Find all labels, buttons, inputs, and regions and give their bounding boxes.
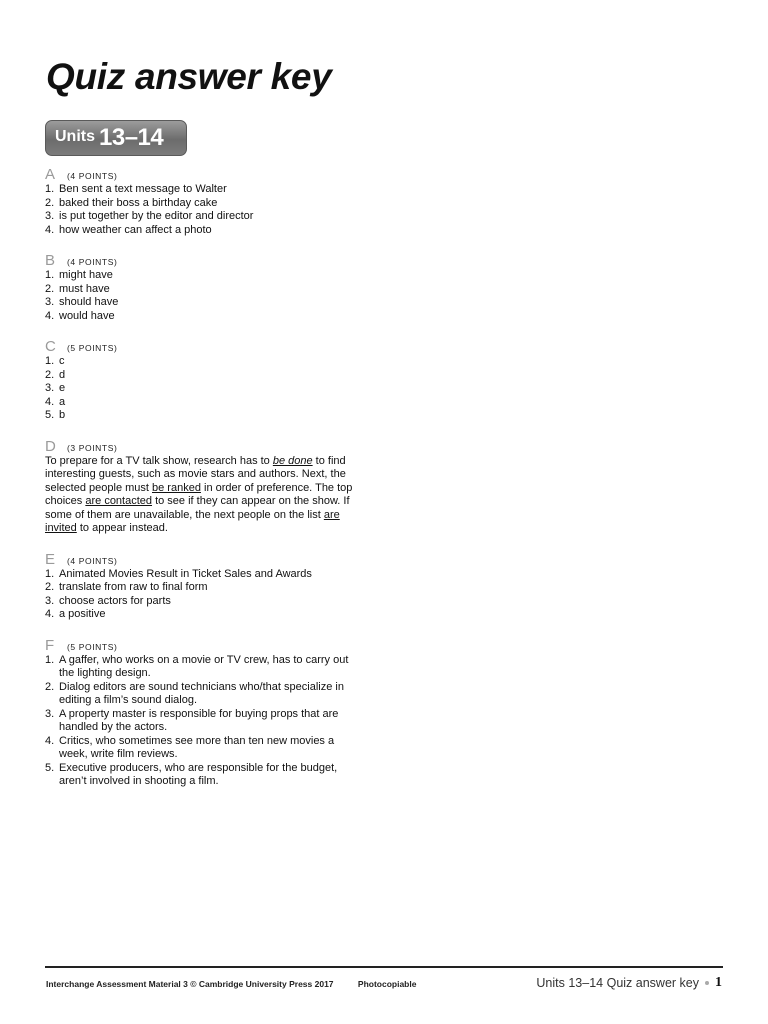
answer-item: 2. Dialog editors are sound technicians who/that specialize in editing a film’s sound dialog. [45,680,344,706]
section-e [45,550,363,622]
section-d [45,437,363,536]
section-letter: E [45,550,56,568]
footer-left [46,979,416,989]
page-title: Quiz answer key [46,56,332,97]
footer-publisher: Interchange Assessment Material 3 © Cambridge University Press 2017 [46,979,334,989]
section-points: (3 POINTS) [67,442,118,453]
section-heading [45,437,363,455]
answer-item: 1. c [45,355,65,367]
section-heading [45,168,363,183]
section-c [45,340,363,423]
section-points: (4 POINTS) [67,171,118,181]
answer-sections [45,168,363,806]
answer-item: 4. a [45,395,66,408]
answer-item: 4. Critics, who sometimes see more than ten new movies a week, write film reviews. [45,734,335,760]
answer-item: 5. Executive producers, who are responsible for the budget, aren’t involved in shooting a film. [45,761,338,787]
section-heading [45,340,363,355]
section-letter: F [45,636,55,654]
section-f [45,636,363,789]
page-number: 1 [715,975,722,990]
section-letter: B [45,252,56,269]
answer-blank: are invited [45,508,340,534]
answer-list [45,183,363,237]
section-points: (4 POINTS) [67,555,118,566]
answer-item: 4. a positive [45,608,106,620]
section-letter: D [45,437,56,455]
answer-item: 1. Ben sent a text message to Walter [45,183,227,195]
footer-rule [45,966,723,968]
footer-photocopiable: Photocopiable [357,979,417,989]
units-badge-numbers: 13–14 [99,124,164,151]
section-letter: A [45,166,56,183]
answer-item: 3. choose actors for parts [45,594,171,607]
answer-item: 4. would have [45,309,115,322]
answer-item: 2. baked their boss a birthday cake [45,196,218,209]
answer-item: 3. should have [45,296,119,308]
answer-item: 2. d [45,368,66,381]
answer-item: 3. A property master is responsible for buying props that are handled by the actors. [45,707,339,733]
answer-item: 4. how weather can affect a photo [45,223,212,236]
section-points: (4 POINTS) [67,257,118,267]
answer-item: 2. translate from raw to final form [45,581,208,593]
section-points: (5 POINTS) [67,343,118,353]
section-b [45,254,363,323]
answer-item: 1. Animated Movies Result in Ticket Sales and Awards [45,567,312,580]
section-heading [45,254,363,269]
answer-paragraph: To prepare for a TV talk show, research has to be done to find interesting guests, such as movie stars and authors. Next, the selected people must be ranked in order of preference. The top choices are contacted to see if they can appear on the show. If some of them are unavailable, the next people on the list are invited to appear instead. [45,454,353,534]
footer-right [536,975,722,991]
footer-title: Units 13–14 Quiz answer key [536,976,699,990]
bullet-icon [705,981,709,985]
answer-list [45,654,363,789]
answer-item: 3. is put together by the editor and director [45,210,254,222]
section-a [45,168,363,237]
section-points: (5 POINTS) [67,641,118,652]
answer-blank: are contacted [85,495,153,507]
answer-list [45,269,363,323]
units-badge [45,120,187,156]
answer-item: 5. b [45,409,66,421]
answer-item: 1. A gaffer, who works on a movie or TV crew, has to carry out the lighting design. [45,653,349,679]
answer-list [45,568,363,622]
section-letter: C [45,338,56,355]
answer-item: 1. might have [45,269,113,281]
answer-item: 3. e [45,382,66,394]
answer-blank: be done [272,454,313,467]
answer-item: 2. must have [45,282,110,295]
section-heading [45,636,363,654]
answer-list [45,355,363,423]
answer-blank: be ranked [152,481,201,494]
section-heading [45,550,363,568]
units-badge-word: Units [55,128,95,145]
